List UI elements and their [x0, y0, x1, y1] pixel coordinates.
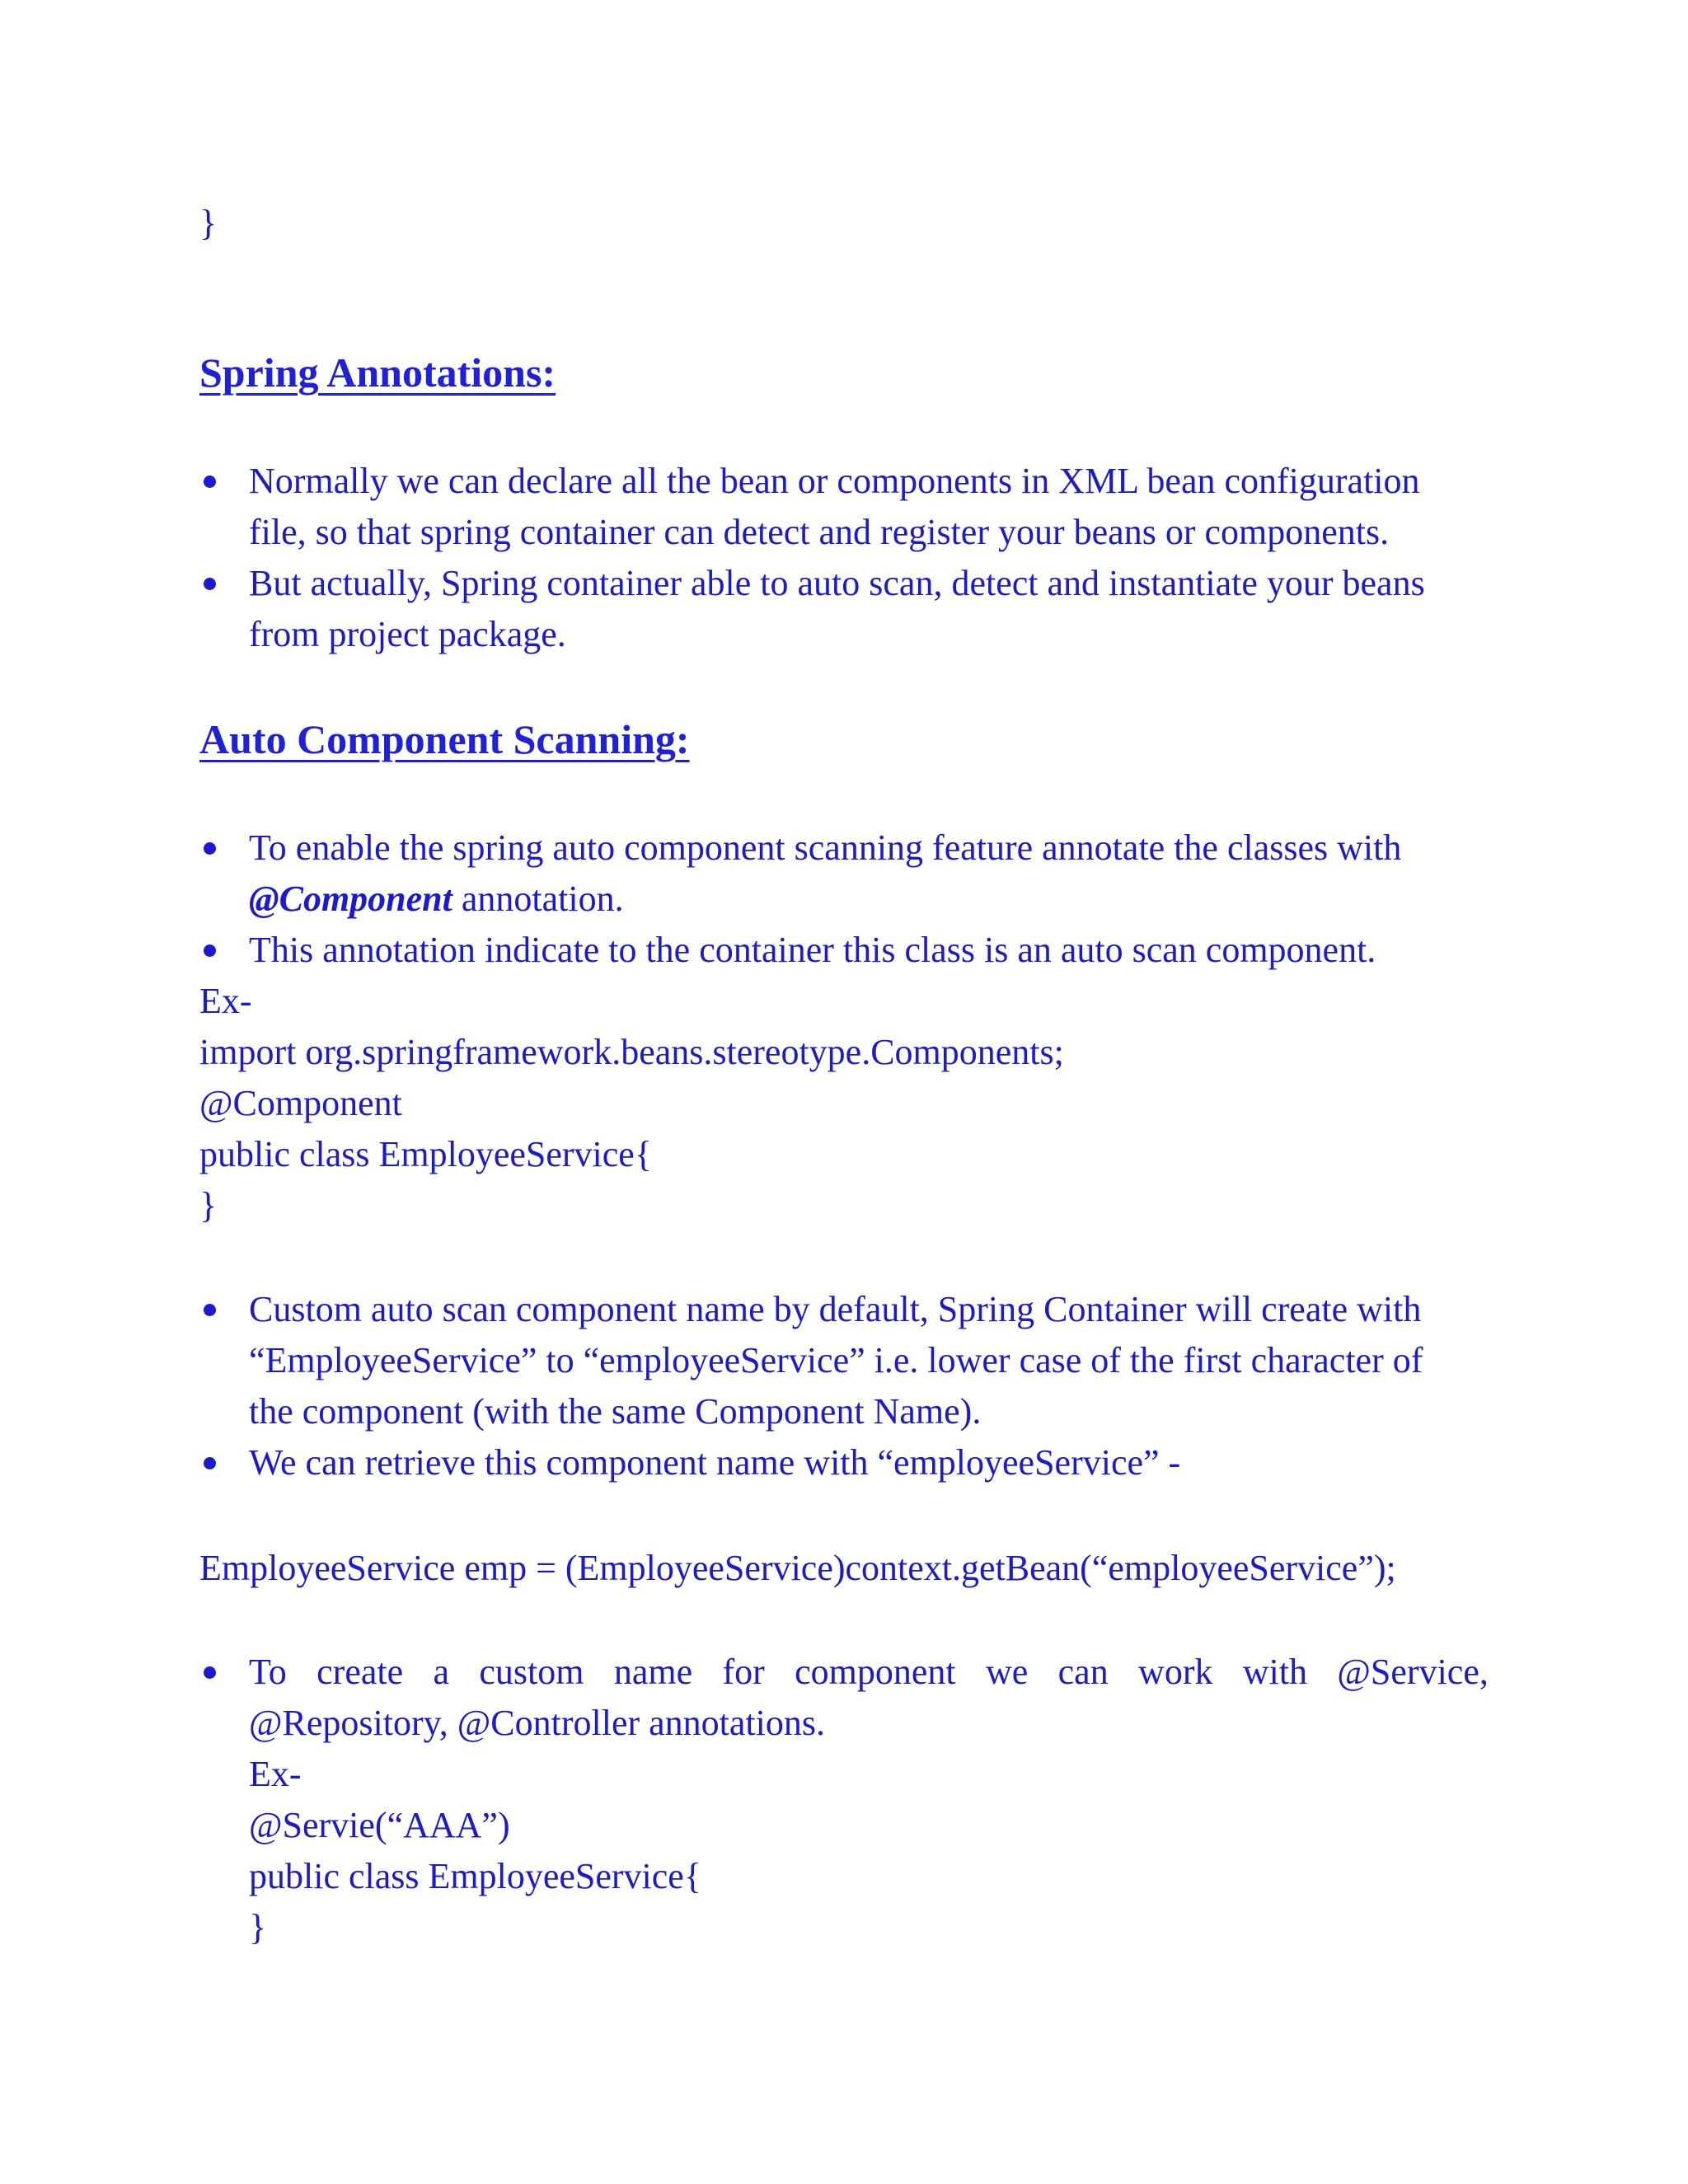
example-label: Ex-: [249, 1754, 302, 1794]
code-line: @Component: [199, 1083, 402, 1123]
heading-auto-component-scanning: Auto Component Scanning:: [199, 716, 690, 762]
bullet-text: We can retrieve this component name with “employeeService” -: [249, 1442, 1181, 1483]
bullet-icon: [199, 1647, 219, 1698]
code-line: public class EmployeeService{: [199, 1134, 652, 1174]
bullet-text: [249, 874, 624, 925]
bullet-icon: [199, 456, 219, 507]
bullet-text: Custom auto scan component name by default, Spring Container will create with: [249, 1289, 1422, 1329]
word: can: [1057, 1652, 1109, 1692]
code-line: }: [199, 1185, 218, 1226]
bullet-text: This annotation indicate to the container this class is an auto scan component.: [249, 930, 1376, 970]
word: with: [1242, 1652, 1308, 1692]
example-label: Ex-: [199, 981, 252, 1021]
word: for: [722, 1652, 765, 1692]
bullet-icon: [199, 1437, 219, 1488]
bullet-text-justified: [249, 1647, 1489, 1698]
bullet-text: “EmployeeService” to “employeeService” i.e. lower case of the first character of: [249, 1340, 1423, 1380]
word: we: [985, 1652, 1029, 1692]
word: work: [1138, 1652, 1213, 1692]
word: custom: [479, 1652, 584, 1692]
word: To: [249, 1652, 287, 1692]
bullet-text: from project package.: [249, 614, 566, 654]
bullet-text: But actually, Spring container able to auto scan, detect and instantiate your beans: [249, 563, 1425, 603]
code-line: @Servie(“AAA”): [249, 1805, 510, 1845]
code-line: import org.springframework.beans.stereotype.Components;: [199, 1032, 1064, 1072]
bullet-text: file, so that spring container can detect and register your beans or components.: [249, 512, 1390, 552]
heading-spring-annotations: Spring Annotations:: [199, 349, 556, 396]
bullet-icon: [199, 925, 219, 976]
closing-brace: }: [199, 203, 218, 243]
word: @Service,: [1337, 1652, 1489, 1692]
bullet-text: the component (with the same Component Name).: [249, 1391, 982, 1432]
word: component: [795, 1652, 956, 1692]
bullet-icon: [199, 558, 219, 609]
bullet-text-rest: annotation.: [452, 879, 624, 919]
bullet-text: To enable the spring auto component scanning feature annotate the classes with: [249, 827, 1402, 868]
bullet-text: @Repository, @Controller annotations.: [249, 1703, 825, 1743]
code-line: }: [249, 1907, 267, 1947]
code-line: EmployeeService emp = (EmployeeService)context.getBean(“employeeService”);: [199, 1548, 1396, 1588]
word: create: [316, 1652, 404, 1692]
bullet-icon: [199, 823, 219, 874]
word: a: [433, 1652, 450, 1692]
bullet-icon: [199, 1284, 219, 1335]
word: name: [613, 1652, 693, 1692]
bullet-text: Normally we can declare all the bean or components in XML bean configuration: [249, 461, 1420, 501]
component-annotation-emphasis: @Component: [249, 879, 452, 919]
code-line: public class EmployeeService{: [249, 1856, 701, 1896]
